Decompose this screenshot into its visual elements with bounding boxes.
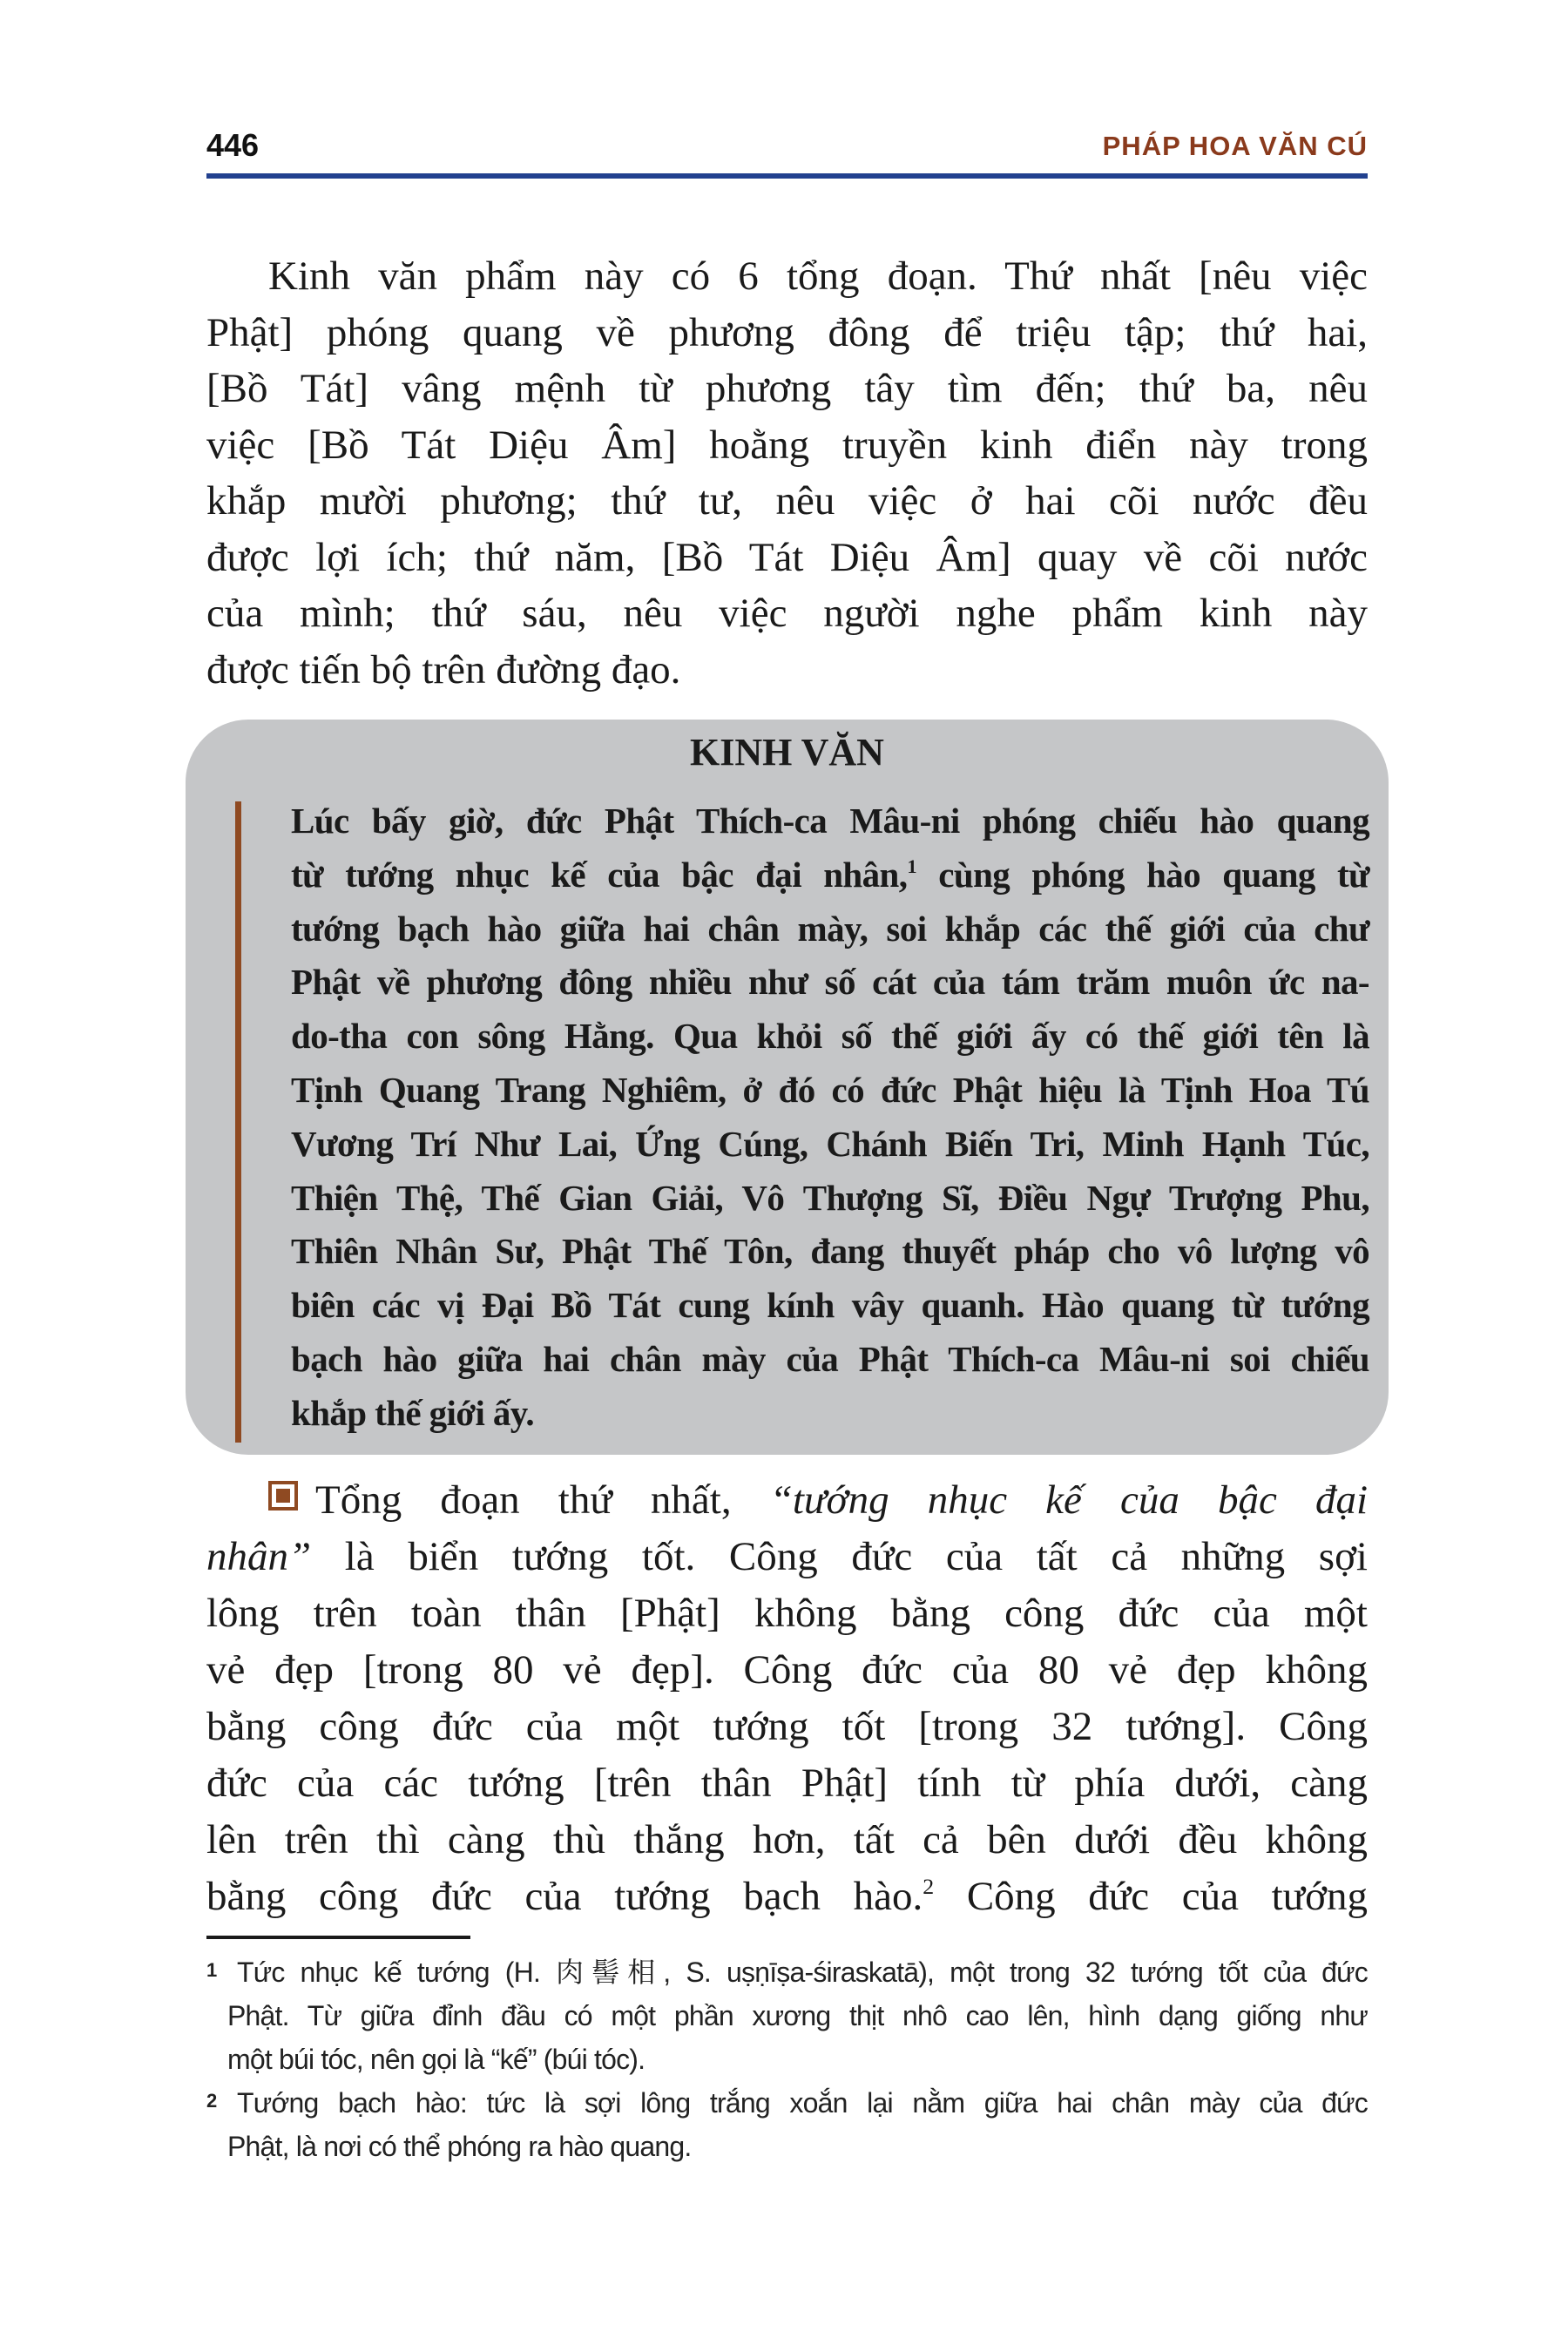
text-line bbox=[206, 1869, 1368, 1925]
text-line: bằng công đức của một tướng tốt [trong 32 tướng]. Công bbox=[206, 1704, 1368, 1749]
text-line bbox=[206, 1529, 1368, 1585]
text-segment: từ tướng nhục kế của bậc đại nhân, bbox=[291, 854, 908, 895]
text-segment: Công đức của tướng bbox=[934, 1874, 1368, 1919]
footnotes bbox=[206, 1950, 1368, 2168]
text-line: bạch hào giữa hai chân mày của Phật Thích-ca Mâu-ni soi chiếu bbox=[291, 1338, 1369, 1379]
footnote-rule bbox=[206, 1936, 470, 1939]
page-number: 446 bbox=[206, 127, 260, 163]
text-line: đức của các tướng [trên thân Phật] tính từ phía dưới, càng bbox=[206, 1761, 1368, 1806]
text-segment: Tổng đoạn thứ nhất, bbox=[315, 1477, 770, 1523]
text-line: Lúc bấy giờ, đức Phật Thích-ca Mâu-ni phóng chiếu hào quang bbox=[291, 801, 1369, 841]
quoted-term: “tướng nhục kế của bậc đại bbox=[769, 1477, 1369, 1523]
text-line: Phật về phương đông nhiều như số cát của tám trăm muôn ức na- bbox=[291, 962, 1369, 1003]
text-line: biên các vị Đại Bồ Tát cung kính vây quanh. Hào quang từ tướng bbox=[291, 1285, 1369, 1326]
footnote-ref-2[interactable]: 2 bbox=[923, 1873, 935, 1899]
text-segment: Tướng bạch hào: tức là sợi lông trắng xoắn lại nằm giữa hai chân mày của đức bbox=[237, 2087, 1368, 2119]
text-line: Thiên Nhân Sư, Phật Thế Tôn, đang thuyết pháp cho vô lượng vô bbox=[291, 1231, 1369, 1272]
sutra-text bbox=[291, 794, 1369, 1441]
footnote-mark: 2 bbox=[206, 2090, 217, 2112]
text-segment: là biển tướng tốt. Công đức của tất cả những sợi bbox=[311, 1534, 1368, 1579]
text-line: [Bồ Tát] vâng mệnh từ phương tây tìm đến; thứ ba, nêu bbox=[206, 366, 1368, 411]
text-line: vẻ đẹp [trong 80 vẻ đẹp]. Công đức của 80 vẻ đẹp không bbox=[206, 1647, 1368, 1693]
text-line: khắp thế giới ấy. bbox=[291, 1392, 535, 1433]
quoted-term: nhân” bbox=[206, 1534, 312, 1579]
footnote-mark: 1 bbox=[206, 1959, 217, 1981]
text-line: được tiến bộ trên đường đạo. bbox=[206, 646, 681, 693]
text-line: khắp mười phương; thứ tư, nêu việc ở hai cõi nước đều bbox=[206, 478, 1368, 524]
running-title: PHÁP HOA VĂN CÚ bbox=[1102, 131, 1368, 161]
footnote-ref-1[interactable]: 1 bbox=[907, 855, 917, 878]
commentary-paragraph bbox=[206, 1472, 1368, 1925]
text-line: Tịnh Quang Trang Nghiêm, ở đó có đức Phật hiệu là Tịnh Hoa Tú bbox=[291, 1069, 1369, 1110]
text-line: Phật, là nơi có thể phóng ra hào quang. bbox=[227, 2131, 692, 2162]
square-bullet-icon bbox=[268, 1481, 298, 1511]
text-line: Thiện Thệ, Thế Gian Giải, Vô Thượng Sĩ, Điều Ngự Trượng Phu, bbox=[291, 1177, 1369, 1218]
intro-paragraph bbox=[206, 248, 1368, 698]
text-line: tướng bạch hào giữa hai chân mày, soi khắp các thế giới của chư bbox=[291, 908, 1369, 949]
text-line: Vương Trí Như Lai, Ứng Cúng, Chánh Biến Tri, Minh Hạnh Túc, bbox=[291, 1123, 1369, 1164]
sutra-box-title: KINH VĂN bbox=[690, 731, 884, 774]
text-line: do-tha con sông Hằng. Qua khỏi số thế giới ấy có thế giới tên là bbox=[291, 1016, 1369, 1057]
text-line: được lợi ích; thứ năm, [Bồ Tát Diệu Âm] quay về cõi nước bbox=[206, 534, 1368, 580]
header-rule bbox=[206, 173, 1368, 179]
text-line: một búi tóc, nên gọi là “kế” (búi tóc). bbox=[227, 2044, 645, 2075]
text-line: của mình; thứ sáu, nêu việc người nghe phẩm kinh này bbox=[206, 591, 1368, 636]
text-line: Phật] phóng quang về phương đông để triệu tập; thứ hai, bbox=[206, 309, 1368, 355]
quote-rule bbox=[235, 801, 241, 1443]
footnote-1 bbox=[206, 1950, 1368, 1994]
text-line: lên trên thì càng thù thắng hơn, tất cả bên dưới đều không bbox=[206, 1817, 1368, 1862]
text-segment: bằng công đức của tướng bạch hào. bbox=[206, 1874, 923, 1919]
footnote-2 bbox=[206, 2081, 1368, 2125]
text-line bbox=[291, 848, 1369, 902]
sutra-text-box bbox=[186, 720, 1389, 1455]
text-line bbox=[206, 1472, 1368, 1529]
text-line: việc [Bồ Tát Diệu Âm] hoằng truyền kinh điển này trong bbox=[206, 422, 1368, 468]
text-segment: Tức nhục kế tướng (H. 肉髻相, S. uṣṇīṣa-śiraskatā), một trong 32 tướng tốt của đức bbox=[237, 1957, 1368, 1988]
text-segment: cùng phóng hào quang từ bbox=[916, 854, 1370, 895]
text-line: lông trên toàn thân [Phật] không bằng công đức của một bbox=[206, 1591, 1368, 1636]
text-line: Phật. Từ giữa đỉnh đầu có một phần xương thịt nhô cao lên, hình dạng giống như bbox=[227, 2000, 1368, 2031]
text-line: Kinh văn phẩm này có 6 tổng đoạn. Thứ nhất [nêu việc bbox=[268, 253, 1368, 299]
